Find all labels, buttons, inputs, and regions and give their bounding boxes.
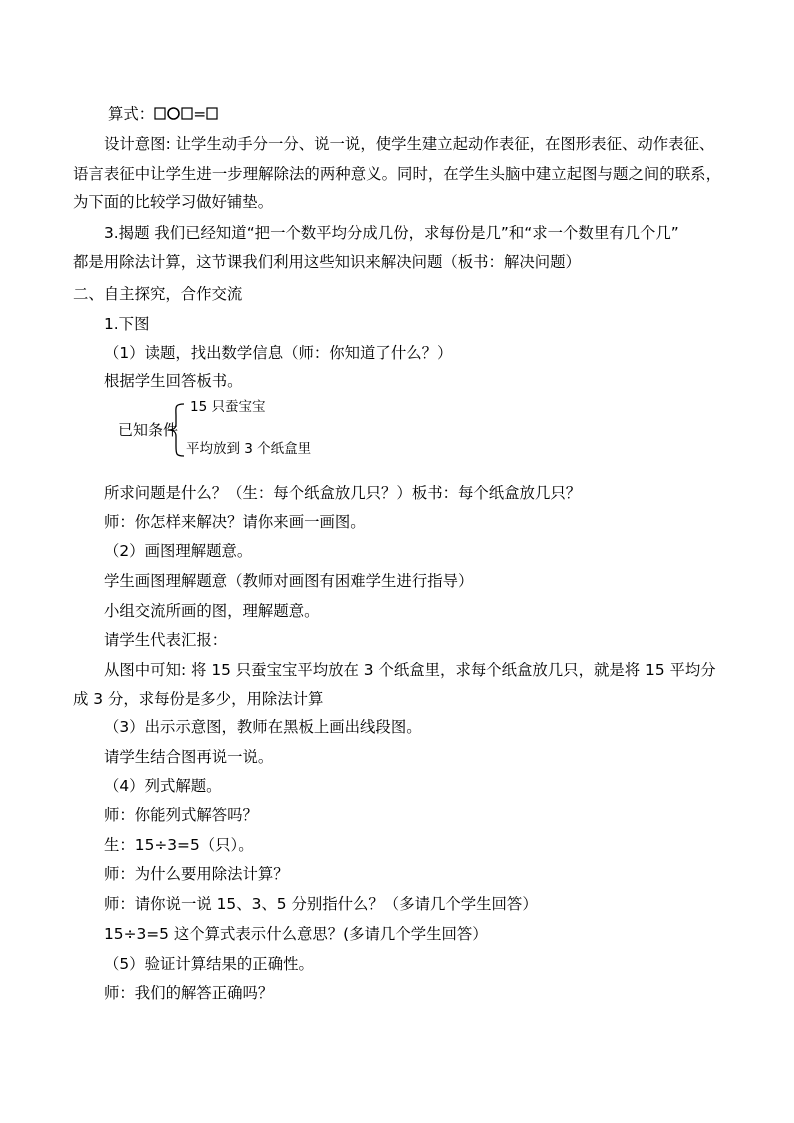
condition-bottom: 平均放到 3 个纸盒里 bbox=[186, 441, 312, 457]
design-intent-line: 为下面的比较学习做好铺垫。 bbox=[73, 193, 274, 211]
text-line: 根据学生回答板书。 bbox=[104, 372, 243, 390]
text-line: 小组交流所画的图，理解题意。 bbox=[104, 602, 320, 620]
text-line: 师：我们的解答正确吗？ bbox=[104, 984, 274, 1002]
blank-square-icon bbox=[206, 105, 218, 125]
text-line: 师：你能列式解答吗？ bbox=[104, 806, 258, 824]
blank-square-icon bbox=[181, 105, 193, 125]
formula-equals: = bbox=[193, 105, 207, 123]
step-line: （2）画图理解题意。 bbox=[104, 542, 253, 560]
design-intent-line: 设计意图: 让学生动手分一分、说一说，使学生建立起动作表征，在图形表征、动作表征、 bbox=[104, 135, 715, 153]
text-line: 学生画图理解题意（教师对画图有困难学生进行指导） bbox=[104, 572, 474, 590]
condition-top: 15 只蚕宝宝 bbox=[190, 399, 266, 415]
section-heading: 二、自主探究，合作交流 bbox=[73, 285, 243, 303]
reveal-topic-line: 3.揭题 我们已经知道“把一个数平均分成几份，求每份是几”和“求一个数里有几个几” bbox=[104, 224, 679, 242]
diagram-label: 已知条件 bbox=[118, 421, 179, 439]
item-heading: 1.下图 bbox=[104, 315, 150, 333]
step-line: （5）验证计算结果的正确性。 bbox=[104, 955, 314, 973]
blank-circle-icon bbox=[166, 105, 181, 125]
text-line: 请学生结合图再说一说。 bbox=[104, 748, 274, 766]
text-line: 从图中可知: 将 15 只蚕宝宝平均放在 3 个纸盒里，求每个纸盒放几只，就是将 15 平均分 bbox=[104, 661, 716, 679]
text-line: 师：为什么要用除法计算？ bbox=[104, 865, 289, 883]
text-line: 成 3 分，求每份是多少，用除法计算 bbox=[73, 690, 324, 708]
text-line: 师：请你说一说 15、3、5 分别指什么？（多请几个学生回答） bbox=[104, 895, 538, 913]
design-intent-line: 语言表征中让学生进一步理解除法的两种意义。同时，在学生头脑中建立起图与题之间的联系， bbox=[73, 165, 721, 183]
text-line: 师：你怎样来解决？请你来画一画图。 bbox=[104, 513, 366, 531]
formula-label: 算式： bbox=[108, 105, 155, 123]
blank-square-icon bbox=[154, 105, 166, 125]
known-conditions-diagram bbox=[118, 398, 338, 462]
text-line: 所求问题是什么？（生：每个纸盒放几只？）板书：每个纸盒放几只？ bbox=[104, 484, 582, 502]
reveal-topic-line: 都是用除法计算，这节课我们利用这些知识来解决问题（板书：解决问题） bbox=[73, 253, 581, 271]
formula-line bbox=[108, 104, 218, 125]
step-line: （1）读题，找出数学信息（师：你知道了什么？） bbox=[104, 344, 453, 362]
step-line: （3）出示示意图，教师在黑板上画出线段图。 bbox=[104, 718, 422, 736]
step-line: （4）列式解题。 bbox=[104, 777, 222, 795]
text-line: 15÷3=5 这个算式表示什么意思？(多请几个学生回答） bbox=[104, 925, 488, 943]
text-line: 生：15÷3=5（只）。 bbox=[104, 836, 254, 854]
text-line: 请学生代表汇报： bbox=[104, 631, 228, 649]
